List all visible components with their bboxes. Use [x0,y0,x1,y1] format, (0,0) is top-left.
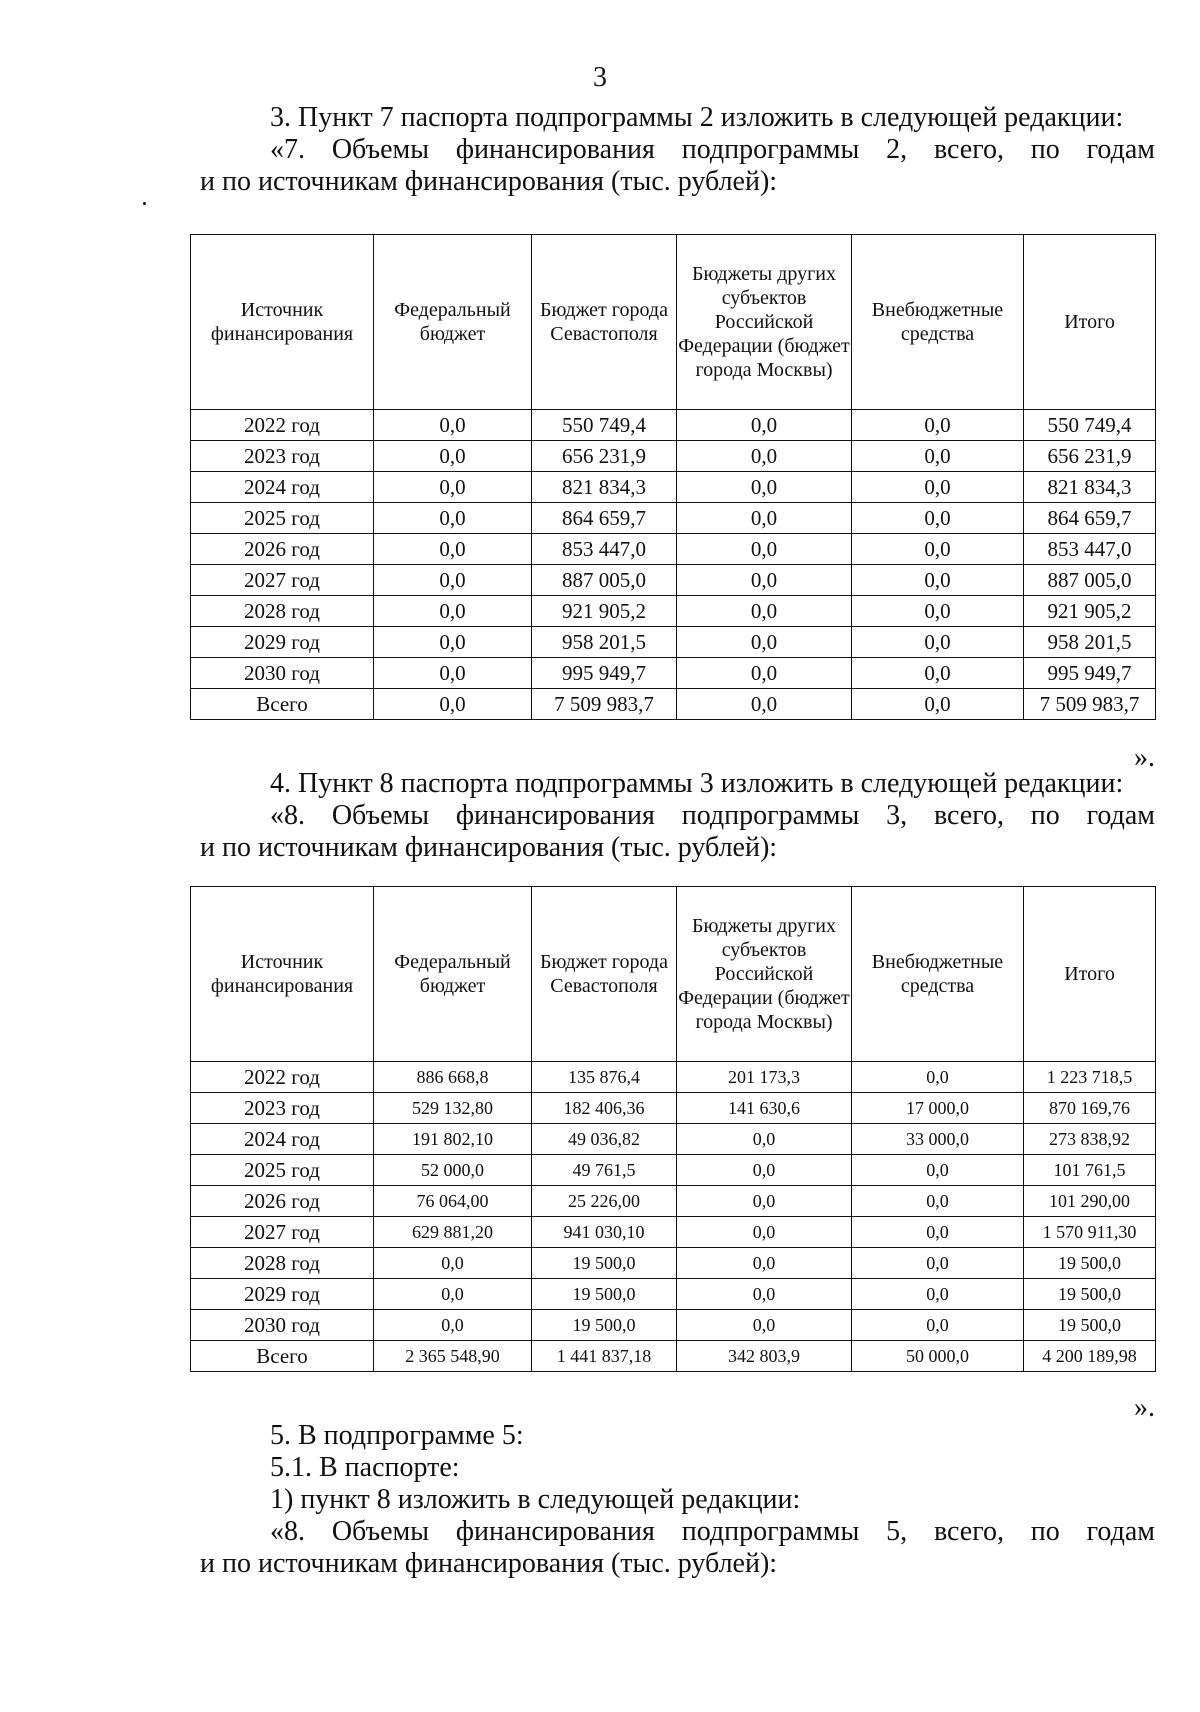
section-5-heading: 5. В подпрограмме 5: [270,1420,524,1451]
cell-year: 2026 год [191,534,374,565]
cell-federal: 629 881,20 [374,1217,532,1248]
cell-sevastopol: 1 441 837,18 [532,1341,677,1372]
cell-sevastopol: 941 030,10 [532,1217,677,1248]
table-row [191,1310,1156,1341]
cell-year: 2022 год [191,410,374,441]
cell-other: 141 630,6 [677,1093,852,1124]
cell-total: 958 201,5 [1024,627,1156,658]
header-total: Итого [1024,235,1156,410]
cell-extra: 0,0 [852,596,1024,627]
cell-total: 887 005,0 [1024,565,1156,596]
section-4-heading: 4. Пункт 8 паспорта подпрограммы 3 изложить в следующей редакции: [270,768,1124,799]
cell-total: 870 169,76 [1024,1093,1156,1124]
cell-extra: 0,0 [852,1248,1024,1279]
cell-federal: 0,0 [374,534,532,565]
cell-sevastopol: 995 949,7 [532,658,677,689]
table-row [191,441,1156,472]
cell-sevastopol: 821 834,3 [532,472,677,503]
cell-year: 2030 год [191,1310,374,1341]
cell-total: 7 509 983,7 [1024,689,1156,720]
cell-sevastopol: 656 231,9 [532,441,677,472]
section-3-quote-line-2: и по источникам финансирования (тыс. рублей): [200,166,778,197]
cell-sevastopol: 7 509 983,7 [532,689,677,720]
cell-year: 2023 год [191,441,374,472]
cell-other: 0,0 [677,441,852,472]
cell-year: 2029 год [191,1279,374,1310]
cell-extra: 0,0 [852,1217,1024,1248]
cell-sevastopol: 19 500,0 [532,1279,677,1310]
table-row [191,565,1156,596]
cell-total: 19 500,0 [1024,1248,1156,1279]
cell-extra: 0,0 [852,1155,1024,1186]
cell-total: 864 659,7 [1024,503,1156,534]
cell-year: 2029 год [191,627,374,658]
cell-total: 101 290,00 [1024,1186,1156,1217]
cell-federal: 0,0 [374,596,532,627]
header-other-subjects: Бюджеты других субъектов Российской Федерации (бюджет города Москвы) [677,235,852,410]
cell-total: 656 231,9 [1024,441,1156,472]
cell-year: 2026 год [191,1186,374,1217]
cell-federal: 52 000,0 [374,1155,532,1186]
cell-other: 0,0 [677,1248,852,1279]
cell-other: 0,0 [677,627,852,658]
cell-year: 2024 год [191,1124,374,1155]
cell-total: 4 200 189,98 [1024,1341,1156,1372]
table-row [191,658,1156,689]
table-row [191,1217,1156,1248]
header-extrabudgetary: Внебюджетные средства [852,887,1024,1062]
table-row [191,472,1156,503]
cell-extra: 17 000,0 [852,1093,1024,1124]
section-4-close-quote: ». [1134,1392,1155,1423]
cell-total: 19 500,0 [1024,1279,1156,1310]
cell-year: 2027 год [191,565,374,596]
cell-total: 821 834,3 [1024,472,1156,503]
table-row [191,503,1156,534]
cell-other: 0,0 [677,1217,852,1248]
financing-table-subprogram-2 [190,234,1156,720]
cell-year: 2025 год [191,1155,374,1186]
cell-year: 2028 год [191,596,374,627]
cell-federal: 0,0 [374,1248,532,1279]
section-5-1-item-1: 1) пункт 8 изложить в следующей редакции: [270,1484,801,1515]
cell-other: 0,0 [677,410,852,441]
header-total: Итого [1024,887,1156,1062]
cell-year: 2022 год [191,1062,374,1093]
cell-extra: 0,0 [852,534,1024,565]
cell-federal: 0,0 [374,472,532,503]
cell-federal: 76 064,00 [374,1186,532,1217]
cell-sevastopol: 887 005,0 [532,565,677,596]
cell-extra: 0,0 [852,441,1024,472]
cell-federal: 0,0 [374,627,532,658]
cell-extra: 0,0 [852,1279,1024,1310]
scan-speck [143,202,146,205]
cell-other: 0,0 [677,596,852,627]
cell-federal: 0,0 [374,689,532,720]
header-source: Источник финансирования [191,235,374,410]
cell-federal: 0,0 [374,658,532,689]
cell-sevastopol: 49 036,82 [532,1124,677,1155]
cell-federal: 0,0 [374,441,532,472]
cell-extra: 33 000,0 [852,1124,1024,1155]
table-row [191,1155,1156,1186]
cell-federal: 0,0 [374,1279,532,1310]
section-5-quote-line-2: и по источникам финансирования (тыс. рублей): [200,1548,778,1579]
cell-sevastopol: 182 406,36 [532,1093,677,1124]
table-row [191,1093,1156,1124]
section-5-quote-line-1: «8. Объемы финансирования подпрограммы 5, всего, по годам [270,1516,1155,1547]
cell-federal: 0,0 [374,565,532,596]
section-3-close-quote: ». [1134,742,1155,773]
financing-table-subprogram-3 [190,886,1156,1372]
cell-year: 2030 год [191,658,374,689]
table-row [191,1124,1156,1155]
cell-year: 2023 год [191,1093,374,1124]
cell-other: 0,0 [677,1155,852,1186]
table-row [191,689,1156,720]
cell-total: 921 905,2 [1024,596,1156,627]
cell-federal: 191 802,10 [374,1124,532,1155]
cell-other: 342 803,9 [677,1341,852,1372]
page-number: 3 [593,62,607,93]
header-sevastopol: Бюджет города Севастополя [532,235,677,410]
cell-other: 0,0 [677,472,852,503]
cell-sevastopol: 921 905,2 [532,596,677,627]
cell-other: 0,0 [677,565,852,596]
table-row [191,1341,1156,1372]
table-row [191,1062,1156,1093]
cell-other: 0,0 [677,534,852,565]
cell-year: Всего [191,689,374,720]
cell-total: 1 570 911,30 [1024,1217,1156,1248]
cell-total: 19 500,0 [1024,1310,1156,1341]
cell-sevastopol: 864 659,7 [532,503,677,534]
cell-extra: 0,0 [852,1062,1024,1093]
cell-other: 0,0 [677,658,852,689]
cell-other: 0,0 [677,1186,852,1217]
section-4-quote-line-2: и по источникам финансирования (тыс. рублей): [200,832,778,863]
cell-sevastopol: 19 500,0 [532,1248,677,1279]
cell-extra: 0,0 [852,658,1024,689]
cell-sevastopol: 49 761,5 [532,1155,677,1186]
cell-sevastopol: 25 226,00 [532,1186,677,1217]
cell-sevastopol: 19 500,0 [532,1310,677,1341]
cell-extra: 0,0 [852,565,1024,596]
cell-extra: 0,0 [852,503,1024,534]
cell-total: 273 838,92 [1024,1124,1156,1155]
header-federal: Федеральный бюджет [374,887,532,1062]
cell-extra: 0,0 [852,1186,1024,1217]
cell-federal: 529 132,80 [374,1093,532,1124]
table-row [191,627,1156,658]
cell-sevastopol: 853 447,0 [532,534,677,565]
cell-sevastopol: 958 201,5 [532,627,677,658]
cell-extra: 0,0 [852,689,1024,720]
section-3-heading: 3. Пункт 7 паспорта подпрограммы 2 изложить в следующей редакции: [270,102,1124,133]
table-body [191,410,1156,720]
section-5-1: 5.1. В паспорте: [270,1452,460,1483]
cell-other: 0,0 [677,1310,852,1341]
cell-sevastopol: 550 749,4 [532,410,677,441]
cell-extra: 0,0 [852,627,1024,658]
cell-total: 1 223 718,5 [1024,1062,1156,1093]
table-row [191,1248,1156,1279]
cell-extra: 0,0 [852,1310,1024,1341]
section-3-quote-line-1: «7. Объемы финансирования подпрограммы 2, всего, по годам [270,134,1155,165]
cell-sevastopol: 135 876,4 [532,1062,677,1093]
section-4-quote-line-1: «8. Объемы финансирования подпрограммы 3, всего, по годам [270,800,1155,831]
cell-other: 0,0 [677,689,852,720]
cell-federal: 0,0 [374,410,532,441]
cell-other: 0,0 [677,1124,852,1155]
cell-year: 2027 год [191,1217,374,1248]
header-federal: Федеральный бюджет [374,235,532,410]
cell-federal: 2 365 548,90 [374,1341,532,1372]
cell-federal: 0,0 [374,1310,532,1341]
cell-total: 550 749,4 [1024,410,1156,441]
cell-other: 0,0 [677,1279,852,1310]
header-other-subjects: Бюджеты других субъектов Российской Федерации (бюджет города Москвы) [677,887,852,1062]
cell-year: 2025 год [191,503,374,534]
cell-total: 101 761,5 [1024,1155,1156,1186]
table-row [191,410,1156,441]
table-row [191,1279,1156,1310]
cell-extra: 0,0 [852,472,1024,503]
cell-year: 2024 год [191,472,374,503]
cell-total: 995 949,7 [1024,658,1156,689]
cell-total: 853 447,0 [1024,534,1156,565]
cell-federal: 0,0 [374,503,532,534]
cell-year: 2028 год [191,1248,374,1279]
table-body [191,1062,1156,1372]
cell-year: Всего [191,1341,374,1372]
table-row [191,596,1156,627]
header-extrabudgetary: Внебюджетные средства [852,235,1024,410]
table-row [191,534,1156,565]
cell-federal: 886 668,8 [374,1062,532,1093]
cell-extra: 0,0 [852,410,1024,441]
cell-extra: 50 000,0 [852,1341,1024,1372]
cell-other: 0,0 [677,503,852,534]
header-sevastopol: Бюджет города Севастополя [532,887,677,1062]
table-row [191,1186,1156,1217]
header-source: Источник финансирования [191,887,374,1062]
cell-other: 201 173,3 [677,1062,852,1093]
